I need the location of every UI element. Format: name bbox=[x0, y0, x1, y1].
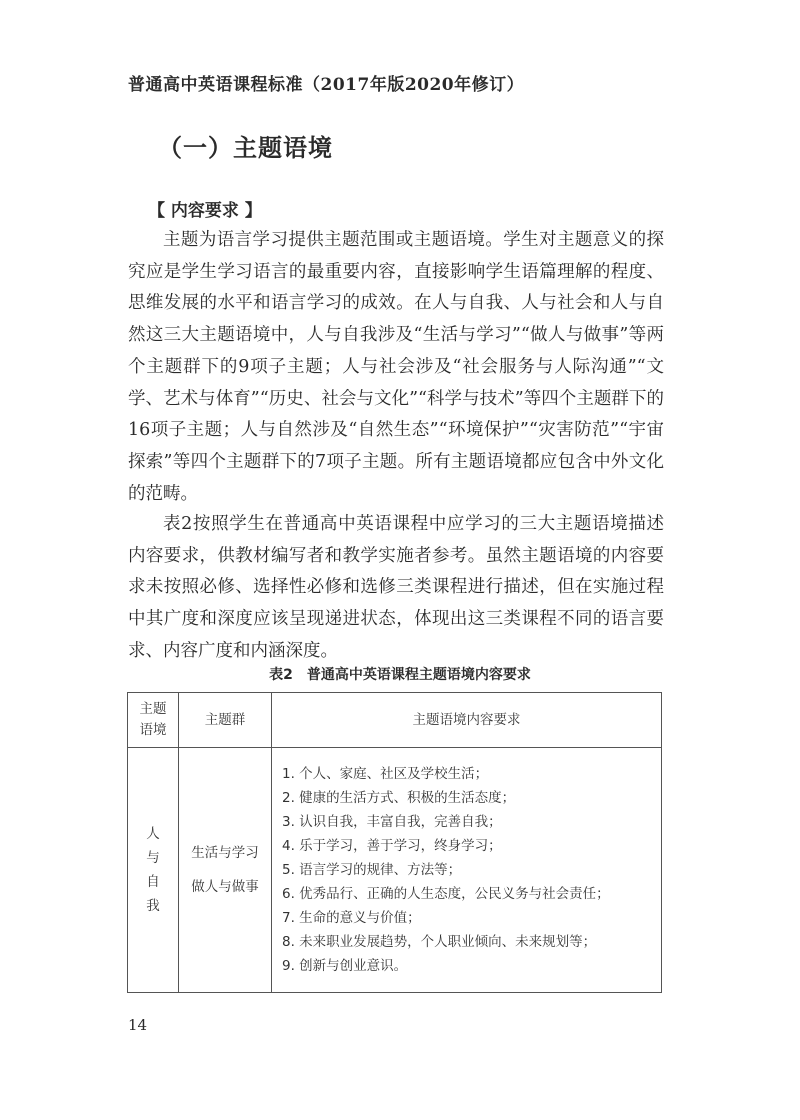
requirement-item: 4. 乐于学习，善于学习，终身学习； bbox=[282, 838, 502, 854]
requirement-item: 3. 认识自我，丰富自我，完善自我； bbox=[282, 814, 502, 830]
table-row bbox=[128, 748, 662, 993]
requirement-item: 2. 健康的生活方式、积极的生活态度； bbox=[282, 790, 516, 806]
header-theme-line1: 主题 bbox=[139, 701, 167, 717]
table-header-row bbox=[128, 693, 662, 748]
requirements-cell bbox=[272, 748, 662, 993]
page-number: 14 bbox=[128, 1016, 148, 1034]
body-paragraph-2: 表2按照学生在普通高中英语课程中应学习的三大主题语境描述内容要求，供教材编写者和教学实施者参考。虽然主题语境的内容要求未按照必修、选择性必修和选修三类课程进行描述，但在实施过程中其广度和深度应该呈现递进状态，体现出这三类课程不同的语言要求、内容广度和内涵深度。 bbox=[128, 514, 664, 661]
header-theme-group: 主题群 bbox=[179, 693, 272, 748]
table-caption: 表2 普通高中英语课程主题语境内容要求 bbox=[269, 667, 531, 683]
header-theme-line2: 语境 bbox=[139, 722, 167, 738]
section-title: （一）主题语境 bbox=[158, 133, 333, 162]
header-requirements: 主题语境内容要求 bbox=[272, 693, 662, 748]
theme-group-item: 生活与学习 bbox=[191, 845, 259, 861]
theme-char: 自 bbox=[146, 874, 160, 890]
body-paragraph-1: 主题为语言学习提供主题范围或主题语境。学生对主题意义的探究应是学生学习语言的最重要内容，直接影响学生语篇理解的程度、思维发展的水平和语言学习的成效。在人与自我、人与社会和人与自然这三大主题语境中，人与自我涉及“生活与学习”“做人与做事”等两个主题群下的9项子主题；人与社会涉及“社会服务与人际沟通”“文学、艺术与体育”“历史、社会与文化”“科学与技术”等四个主题群下的16项子主题；人与自然涉及“自然生态”“环境保护”“灾害防范”“宇宙探索”等四个主题群下的7项子主题。所有主题语境都应包含中外文化的范畴。 bbox=[128, 230, 664, 504]
header-theme-context bbox=[128, 693, 179, 748]
requirement-item: 1. 个人、家庭、社区及学校生活； bbox=[282, 766, 489, 782]
requirement-item: 8. 未来职业发展趋势，个人职业倾向、未来规划等； bbox=[282, 934, 597, 950]
theme-group-item: 做人与做事 bbox=[191, 879, 259, 895]
running-header: 普通高中英语课程标准（2017年版2020年修订） bbox=[128, 75, 525, 95]
requirement-item: 6. 优秀品行、正确的人生态度，公民义务与社会责任； bbox=[282, 886, 610, 902]
requirement-item: 5. 语言学习的规律、方法等； bbox=[282, 862, 462, 878]
theme-char: 人 bbox=[146, 826, 160, 842]
requirement-item: 7. 生命的意义与价值； bbox=[282, 910, 421, 926]
content-requirements-label: 【 内容要求 】 bbox=[148, 201, 262, 221]
requirement-item: 9. 创新与创业意识。 bbox=[282, 958, 408, 974]
theme-group-cell bbox=[179, 748, 272, 993]
theme-context-cell bbox=[128, 748, 179, 993]
theme-char: 我 bbox=[146, 898, 160, 914]
theme-char: 与 bbox=[146, 850, 160, 866]
requirements-list bbox=[282, 762, 661, 978]
theme-context-table bbox=[127, 692, 662, 993]
